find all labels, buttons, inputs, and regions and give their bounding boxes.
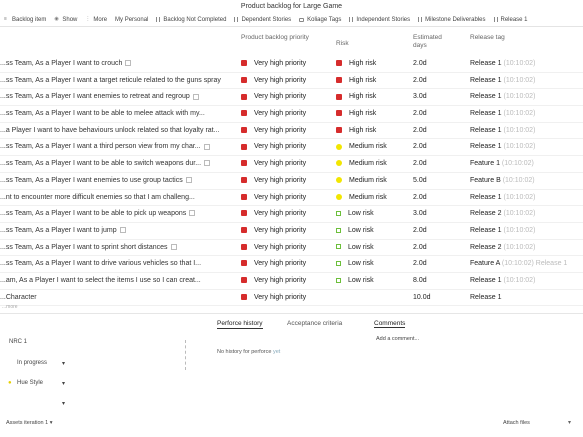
risk-cell[interactable] bbox=[336, 273, 406, 290]
risk-cell[interactable] bbox=[336, 156, 406, 173]
estimate-cell[interactable]: 3.0d bbox=[413, 93, 427, 101]
release-cell[interactable] bbox=[470, 206, 583, 223]
release-extra: (10:10:02) bbox=[503, 193, 536, 201]
attach-files-button[interactable]: Attach files bbox=[503, 420, 530, 426]
release-cell[interactable] bbox=[470, 256, 583, 273]
backlog-table bbox=[0, 56, 583, 306]
eye-icon: ◉ bbox=[54, 16, 59, 22]
release-label: Feature A bbox=[470, 260, 500, 268]
risk-cell[interactable] bbox=[336, 123, 406, 140]
estimate-cell[interactable]: 5.0d bbox=[413, 176, 427, 184]
release-extra: (10:10:02) bbox=[502, 176, 535, 184]
release-label: Release 2 bbox=[470, 210, 502, 218]
priority-cell[interactable] bbox=[241, 240, 341, 257]
attachment-icon bbox=[204, 160, 210, 166]
estimate-cell[interactable]: 2.0d bbox=[413, 260, 427, 268]
toolbar-item[interactable] bbox=[490, 13, 532, 27]
attachment-icon bbox=[189, 210, 195, 216]
table-row[interactable] bbox=[0, 156, 583, 173]
priority-icon bbox=[241, 260, 247, 266]
toolbar-item[interactable] bbox=[295, 13, 345, 27]
release-extra: (10:10:02) bbox=[503, 60, 536, 67]
status-value[interactable]: In progress bbox=[17, 360, 48, 366]
release-extra: (10:10:02) bbox=[503, 276, 536, 284]
release-extra: (10:10:02) bbox=[503, 226, 536, 234]
table-row[interactable] bbox=[0, 73, 583, 90]
assigned-dropdown-icon[interactable]: ▾ bbox=[49, 420, 53, 426]
risk-cell[interactable] bbox=[336, 106, 406, 123]
estimate-cell[interactable]: 2.0d bbox=[413, 160, 427, 168]
release-cell[interactable] bbox=[470, 223, 583, 240]
low-risk-icon bbox=[336, 278, 341, 283]
toolbar-item-label: Milestone Deliverables bbox=[425, 16, 486, 23]
release-label: Release 1 bbox=[470, 76, 502, 84]
table-row[interactable] bbox=[0, 206, 583, 223]
priority-icon bbox=[241, 294, 247, 300]
toolbar-item[interactable] bbox=[0, 13, 50, 27]
priority-cell[interactable] bbox=[241, 190, 341, 207]
table-row[interactable] bbox=[0, 89, 583, 106]
more-indicator: ...more bbox=[2, 304, 18, 310]
priority-cell[interactable] bbox=[241, 106, 341, 123]
risk-cell[interactable] bbox=[336, 173, 406, 190]
table-row[interactable] bbox=[0, 106, 583, 123]
priority-cell[interactable] bbox=[241, 56, 341, 73]
toolbar-item[interactable] bbox=[152, 13, 230, 27]
toolbar-item-label: Backlog item bbox=[12, 16, 47, 23]
high-risk-icon bbox=[336, 94, 342, 100]
risk-cell[interactable] bbox=[336, 139, 406, 156]
release-cell[interactable] bbox=[470, 190, 583, 207]
priority-label: Very high priority bbox=[254, 143, 307, 151]
bar-icon bbox=[494, 17, 498, 22]
row-title-text: ...ss Team, As a Player I want enemies to retreat and regroup bbox=[0, 93, 190, 101]
more-icon: ⋮ bbox=[85, 16, 91, 22]
row-title[interactable] bbox=[0, 256, 236, 273]
estimate-cell[interactable]: 2.0d bbox=[413, 110, 427, 118]
row-title-text: ...a Player I want to have behaviours unlock related so that loyalty rat... bbox=[0, 126, 220, 134]
row-title-text: ...ss Team, As a Player I want enemies to use group tactics bbox=[0, 176, 183, 184]
release-label: Release 1 bbox=[470, 193, 502, 201]
release-extra: (10:10:02) bbox=[503, 143, 536, 151]
toolbar-item-label: Backlog Not Completed bbox=[163, 16, 227, 23]
risk-cell[interactable] bbox=[336, 256, 406, 273]
bar-icon bbox=[418, 17, 422, 22]
toolbar-item-label: Release 1 bbox=[500, 16, 528, 23]
priority-label: Very high priority bbox=[254, 260, 307, 268]
row-title[interactable] bbox=[0, 273, 236, 290]
risk-label: High risk bbox=[349, 76, 377, 84]
style-value[interactable]: Hue Style bbox=[17, 380, 44, 386]
priority-label: Very high priority bbox=[254, 176, 307, 184]
toolbar-item-label: My Personal bbox=[115, 16, 149, 23]
assigned-iteration[interactable] bbox=[6, 420, 52, 426]
risk-label: Low risk bbox=[348, 243, 374, 251]
row-title-text: ...Character bbox=[0, 293, 37, 301]
tag-icon bbox=[299, 18, 304, 22]
estimate-cell[interactable]: 2.0d bbox=[413, 60, 427, 67]
priority-cell[interactable] bbox=[241, 173, 341, 190]
risk-label: High risk bbox=[349, 93, 377, 101]
risk-cell[interactable] bbox=[336, 190, 406, 207]
toolbar-item-label: Dependent Stories bbox=[241, 16, 292, 23]
row-title[interactable] bbox=[0, 139, 236, 156]
priority-label: Very high priority bbox=[254, 193, 307, 201]
row-title[interactable] bbox=[0, 240, 236, 257]
bar-icon bbox=[234, 17, 238, 22]
release-label: Release 1 bbox=[470, 110, 502, 118]
table-row[interactable] bbox=[0, 273, 583, 290]
risk-label: Medium risk bbox=[349, 160, 387, 168]
risk-label: Low risk bbox=[348, 276, 374, 284]
estimate-cell[interactable]: 2.0d bbox=[413, 76, 427, 84]
priority-icon bbox=[241, 77, 247, 83]
column-header-priority[interactable]: Product backlog priority bbox=[241, 34, 309, 41]
table-row[interactable] bbox=[0, 223, 583, 240]
release-cell[interactable] bbox=[470, 273, 583, 290]
risk-label: Medium risk bbox=[349, 193, 387, 201]
release-cell[interactable] bbox=[470, 73, 583, 90]
low-risk-icon bbox=[336, 228, 341, 233]
field-dropdown-icon[interactable]: ▾ bbox=[62, 401, 66, 407]
release-cell[interactable] bbox=[470, 56, 583, 73]
priority-label: Very high priority bbox=[254, 243, 307, 251]
risk-cell[interactable] bbox=[336, 223, 406, 240]
estimate-cell[interactable]: 2.0d bbox=[413, 143, 427, 151]
release-cell[interactable] bbox=[470, 240, 583, 257]
risk-cell[interactable] bbox=[336, 89, 406, 106]
column-header-estimate[interactable]: Estimated days bbox=[413, 34, 442, 49]
priority-cell[interactable] bbox=[241, 73, 341, 90]
risk-label: Medium risk bbox=[349, 143, 387, 151]
toolbar-item-label: Show bbox=[62, 16, 78, 23]
release-label: Release 1 bbox=[470, 60, 502, 67]
row-title-text: ...am, As a Player I want to select the items I use so I can creat... bbox=[0, 276, 201, 284]
release-cell[interactable] bbox=[470, 89, 583, 106]
priority-label: Very high priority bbox=[254, 76, 307, 84]
priority-cell[interactable] bbox=[241, 156, 341, 173]
attachment-icon bbox=[193, 94, 199, 100]
release-cell[interactable] bbox=[470, 290, 583, 307]
row-title[interactable] bbox=[0, 156, 236, 173]
row-title-text: ...ss Team, As a Player I want a target reticule related to the guns spray bbox=[0, 76, 221, 84]
table-row[interactable] bbox=[0, 256, 583, 273]
row-title-text: ...ss Team, As a Player I want to crouch bbox=[0, 60, 123, 67]
tab-perforce-history[interactable]: Perforce history bbox=[217, 320, 263, 327]
high-risk-icon bbox=[336, 77, 342, 83]
table-row[interactable] bbox=[0, 139, 583, 156]
priority-cell[interactable] bbox=[241, 139, 341, 156]
row-title[interactable] bbox=[0, 123, 236, 140]
row-title[interactable] bbox=[0, 223, 236, 240]
release-extra: (10:10:02) bbox=[503, 243, 536, 251]
table-row[interactable] bbox=[0, 240, 583, 257]
release-extra: (10:10:02) bbox=[503, 126, 536, 134]
row-title-text: ...nt to encounter more difficult enemies so that I am challeng... bbox=[0, 193, 195, 201]
priority-icon bbox=[241, 60, 247, 66]
column-header-release[interactable]: Release tag bbox=[470, 34, 505, 41]
priority-icon bbox=[241, 177, 247, 183]
attachment-icon bbox=[186, 177, 192, 183]
release-cell[interactable] bbox=[470, 156, 583, 173]
toolbar-item-label: Koliage Tags bbox=[307, 16, 342, 23]
high-risk-icon bbox=[336, 110, 342, 116]
medium-risk-icon bbox=[336, 177, 342, 183]
toolbar-item[interactable] bbox=[414, 13, 489, 27]
page-title: Product backlog for Large Game bbox=[240, 3, 343, 10]
estimate-cell[interactable]: 10.0d bbox=[413, 293, 431, 301]
release-label: Feature B bbox=[470, 176, 501, 184]
row-title[interactable] bbox=[0, 290, 236, 307]
estimate-cell[interactable]: 2.0d bbox=[413, 243, 427, 251]
row-title[interactable] bbox=[0, 206, 236, 223]
risk-label: High risk bbox=[349, 126, 377, 134]
attach-dropdown-icon[interactable]: ▾ bbox=[568, 420, 572, 426]
risk-cell[interactable] bbox=[336, 73, 406, 90]
priority-icon bbox=[241, 277, 247, 283]
toolbar-item[interactable] bbox=[111, 13, 152, 27]
risk-label: Medium risk bbox=[349, 176, 387, 184]
toolbar-item-label: Independent Stories bbox=[356, 16, 411, 23]
row-title[interactable] bbox=[0, 73, 236, 90]
estimate-cell[interactable]: 2.0d bbox=[413, 126, 427, 134]
priority-label: Very high priority bbox=[254, 93, 307, 101]
tab-comments[interactable]: Comments bbox=[374, 320, 406, 327]
table-row[interactable] bbox=[0, 123, 583, 140]
row-title-text: ...ss Team, As a Player I want to be able to pick up weapons bbox=[0, 210, 187, 218]
priority-label: Very high priority bbox=[254, 110, 307, 118]
priority-icon bbox=[241, 227, 247, 233]
table-row[interactable] bbox=[0, 290, 583, 307]
priority-cell[interactable] bbox=[241, 206, 341, 223]
priority-label: Very high priority bbox=[254, 210, 307, 218]
priority-label: Very high priority bbox=[254, 60, 307, 67]
risk-label: Low risk bbox=[348, 226, 374, 234]
release-cell[interactable] bbox=[470, 123, 583, 140]
release-label: Release 1 bbox=[470, 293, 502, 301]
divider bbox=[0, 313, 583, 314]
row-title[interactable] bbox=[0, 173, 236, 190]
no-history-text: No history for perforce bbox=[217, 349, 272, 355]
priority-cell[interactable] bbox=[241, 89, 341, 106]
release-label: Release 1 bbox=[470, 276, 502, 284]
toolbar-item[interactable] bbox=[230, 13, 295, 27]
row-title-text: ...ss Team, As a Player I want a third person view from my char... bbox=[0, 143, 201, 151]
release-extra: (10:10:02) bbox=[503, 76, 536, 84]
table-header bbox=[0, 30, 583, 56]
risk-cell[interactable] bbox=[336, 56, 406, 73]
estimate-cell[interactable]: 3.0d bbox=[413, 210, 427, 218]
priority-icon bbox=[241, 94, 247, 100]
release-label: Release 2 bbox=[470, 243, 502, 251]
row-title[interactable] bbox=[0, 56, 236, 73]
estimate-cell[interactable]: 8.0d bbox=[413, 276, 427, 284]
priority-icon bbox=[241, 160, 247, 166]
priority-cell[interactable] bbox=[241, 290, 341, 307]
priority-icon bbox=[241, 210, 247, 216]
risk-label: Low risk bbox=[348, 210, 374, 218]
attachment-icon bbox=[120, 227, 126, 233]
low-risk-icon bbox=[336, 244, 341, 249]
release-extra: (10:10:02) bbox=[503, 93, 536, 101]
high-risk-icon bbox=[336, 60, 342, 66]
priority-icon bbox=[241, 194, 247, 200]
risk-cell[interactable] bbox=[336, 206, 406, 223]
column-header-risk[interactable]: Risk bbox=[336, 40, 349, 47]
release-extra: (10:10:02) Release 1 bbox=[501, 260, 568, 268]
priority-label: Very high priority bbox=[254, 226, 307, 234]
priority-label: Very high priority bbox=[254, 126, 307, 134]
row-title-text: ...ss Team, As a Player I want to sprint short distances bbox=[0, 243, 168, 251]
release-label: Release 1 bbox=[470, 93, 502, 101]
risk-cell[interactable] bbox=[336, 240, 406, 257]
priority-label: Very high priority bbox=[254, 293, 307, 301]
priority-icon bbox=[241, 127, 247, 133]
release-cell[interactable] bbox=[470, 139, 583, 156]
table-row[interactable] bbox=[0, 190, 583, 207]
priority-label: Very high priority bbox=[254, 276, 307, 284]
item-id: NRC 1 bbox=[9, 339, 28, 345]
release-extra: (10:10:02) bbox=[501, 160, 534, 168]
row-title[interactable] bbox=[0, 89, 236, 106]
add-comment-input[interactable]: Add a comment... bbox=[376, 336, 420, 342]
medium-risk-icon bbox=[336, 144, 342, 150]
high-risk-icon bbox=[336, 127, 342, 133]
toolbar bbox=[0, 13, 583, 27]
release-cell[interactable] bbox=[470, 173, 583, 190]
attachment-icon bbox=[204, 144, 210, 150]
toolbar-item[interactable] bbox=[50, 13, 81, 27]
toolbar-item-label: More bbox=[93, 16, 108, 23]
row-title[interactable] bbox=[0, 190, 236, 207]
no-history-link[interactable]: yet bbox=[272, 349, 281, 355]
release-label: Release 1 bbox=[470, 226, 502, 234]
estimate-cell[interactable]: 2.0d bbox=[413, 226, 427, 234]
toolbar-item[interactable] bbox=[345, 13, 414, 27]
priority-icon bbox=[241, 110, 247, 116]
splitter-handle[interactable] bbox=[185, 340, 186, 370]
low-risk-icon bbox=[336, 261, 341, 266]
low-risk-icon bbox=[336, 211, 341, 216]
risk-label: High risk bbox=[349, 60, 377, 67]
attachment-icon bbox=[171, 244, 177, 250]
priority-cell[interactable] bbox=[241, 123, 341, 140]
attachment-icon bbox=[125, 60, 131, 66]
style-dropdown-icon[interactable]: ▾ bbox=[62, 381, 66, 387]
assigned-iteration-label: Assets iteration 1 bbox=[6, 420, 49, 426]
bar-icon bbox=[349, 17, 353, 22]
row-title[interactable] bbox=[0, 106, 236, 123]
priority-icon bbox=[241, 144, 247, 150]
table-row[interactable] bbox=[0, 173, 583, 190]
release-extra: (10:10:02) bbox=[503, 210, 536, 218]
medium-risk-icon bbox=[336, 160, 342, 166]
release-extra: (10:10:02) bbox=[503, 110, 536, 118]
row-title-text: ...ss Team, As a Player I want to be able to switch weapons dur... bbox=[0, 160, 202, 168]
priority-cell[interactable] bbox=[241, 273, 341, 290]
table-row[interactable] bbox=[0, 56, 583, 73]
row-title-text: ...ss Team, As a Player I want to jump bbox=[0, 226, 117, 234]
risk-label: High risk bbox=[349, 110, 377, 118]
style-marker-icon: ● bbox=[8, 380, 12, 386]
no-history-message bbox=[217, 349, 280, 355]
release-label: Release 1 bbox=[470, 126, 502, 134]
release-label: Feature 1 bbox=[470, 160, 500, 168]
priority-label: Very high priority bbox=[254, 160, 307, 168]
priority-cell[interactable] bbox=[241, 256, 341, 273]
medium-risk-icon bbox=[336, 194, 342, 200]
risk-label: Low risk bbox=[348, 260, 374, 268]
status-dropdown-icon[interactable]: ▾ bbox=[62, 361, 66, 367]
row-title-text: ...ss Team, As a Player I want to drive various vehicles so that I... bbox=[0, 260, 202, 268]
list-icon: ≡ bbox=[4, 16, 7, 22]
tab-acceptance-criteria[interactable]: Acceptance criteria bbox=[287, 320, 343, 327]
priority-cell[interactable] bbox=[241, 223, 341, 240]
priority-icon bbox=[241, 244, 247, 250]
estimate-cell[interactable]: 2.0d bbox=[413, 193, 427, 201]
release-cell[interactable] bbox=[470, 106, 583, 123]
toolbar-item[interactable] bbox=[81, 13, 111, 27]
bar-icon bbox=[156, 17, 160, 22]
row-title-text: ...ss Team, As a Player I want to be able to melee attack with my... bbox=[0, 110, 205, 118]
release-label: Release 1 bbox=[470, 143, 502, 151]
